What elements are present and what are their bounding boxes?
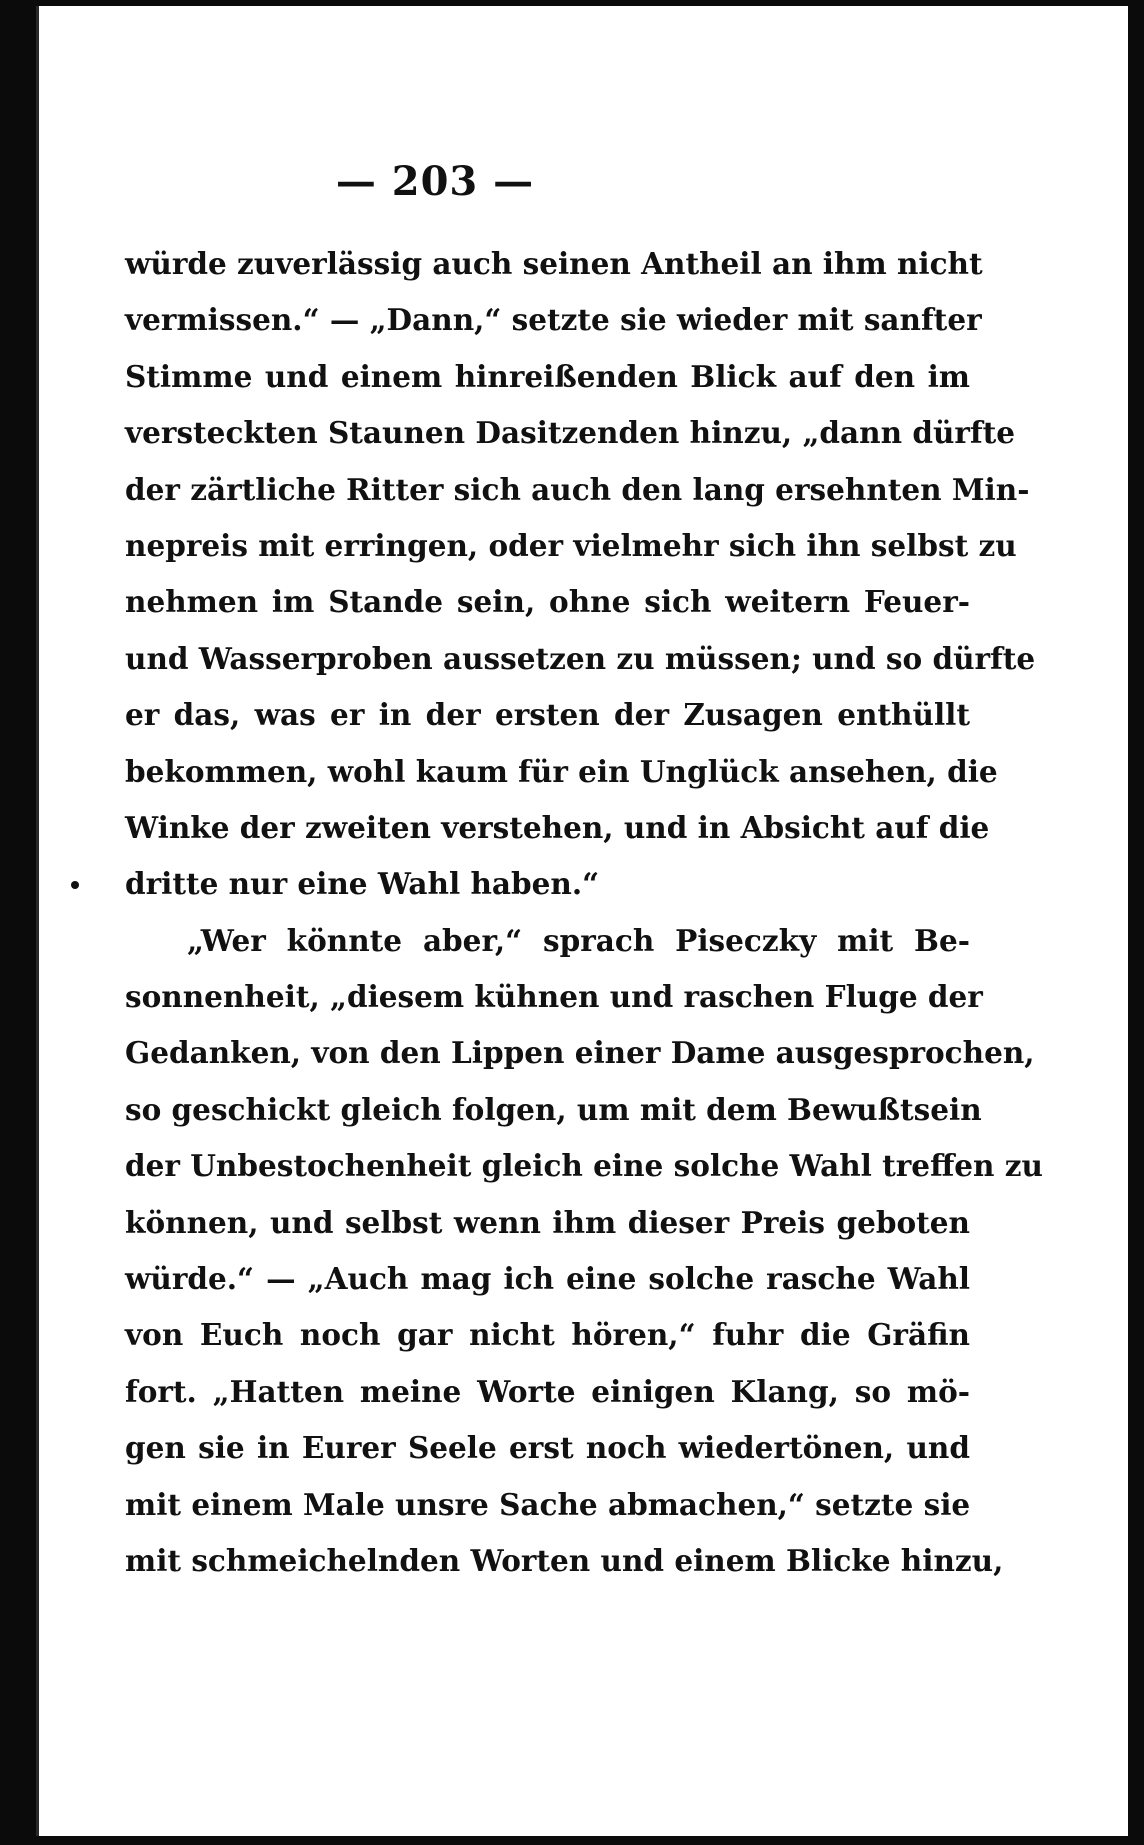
text-line: würde zuverlässig auch seinen Antheil an ihm nicht (125, 246, 983, 281)
text-line: Winke der zweiten verstehen, und in Absicht auf die (125, 809, 990, 845)
page-number: — 203 — (335, 158, 535, 205)
text-line: nepreis mit erringen, oder vielmehr sich ihn selbst zu (125, 527, 1017, 563)
paragraph-end-line: dritte nur eine Wahl haben.“ (125, 866, 600, 902)
text-line: der Unbestochenheit gleich eine solche Wahl treffen zu (125, 1148, 1043, 1184)
text-line: so geschickt gleich folgen, um mit dem Bewußtsein (125, 1091, 982, 1127)
text-line: mit einem Male unsre Sache abmachen,“ setzte sie (125, 1486, 971, 1522)
text-line: sonnenheit, „diesem kühnen und raschen Fluge der (125, 979, 983, 1015)
text-line: versteckten Staunen Dasitzenden hinzu, „dann dürfte (125, 415, 1016, 451)
text-line: Stimme und einem hinreißenden Blick auf den im (125, 358, 970, 394)
text-line: können, und selbst wenn ihm dieser Preis geboten (125, 1204, 970, 1240)
text-line: und Wasserproben aussetzen zu müssen; und so dürfte (125, 640, 1036, 676)
book-page (36, 6, 1128, 1836)
text-line: vermissen.“ — „Dann,“ setzte sie wieder mit sanfter (125, 302, 982, 338)
paragraph-start-line: „Wer könnte aber,“ sprach Piseczky mit Be- (187, 922, 970, 958)
text-line: er das, was er in der ersten der Zusagen enthüllt (125, 697, 970, 733)
text-line: fort. „Hatten meine Worte einigen Klang, so mö- (125, 1373, 970, 1409)
text-line: würde.“ — „Auch mag ich eine solche rasche Wahl (125, 1261, 970, 1297)
text-line: mit schmeichelnden Worten und einem Blicke hinzu, (125, 1542, 1004, 1578)
text-line: der zärtliche Ritter sich auch den lang ersehnten Min- (125, 471, 1030, 507)
text-line: Gedanken, von den Lippen einer Dame ausgesprochen, (125, 1035, 1035, 1071)
text-line: nehmen im Stande sein, ohne sich weitern Feuer- (125, 584, 970, 620)
body-text (125, 236, 1043, 1589)
text-line: gen sie in Eurer Seele erst noch wiedertönen, und (125, 1430, 970, 1466)
text-line: von Euch noch gar nicht hören,“ fuhr die Gräfin (125, 1317, 970, 1353)
text-line: bekommen, wohl kaum für ein Unglück ansehen, die (125, 753, 998, 789)
margin-mark (71, 881, 79, 889)
